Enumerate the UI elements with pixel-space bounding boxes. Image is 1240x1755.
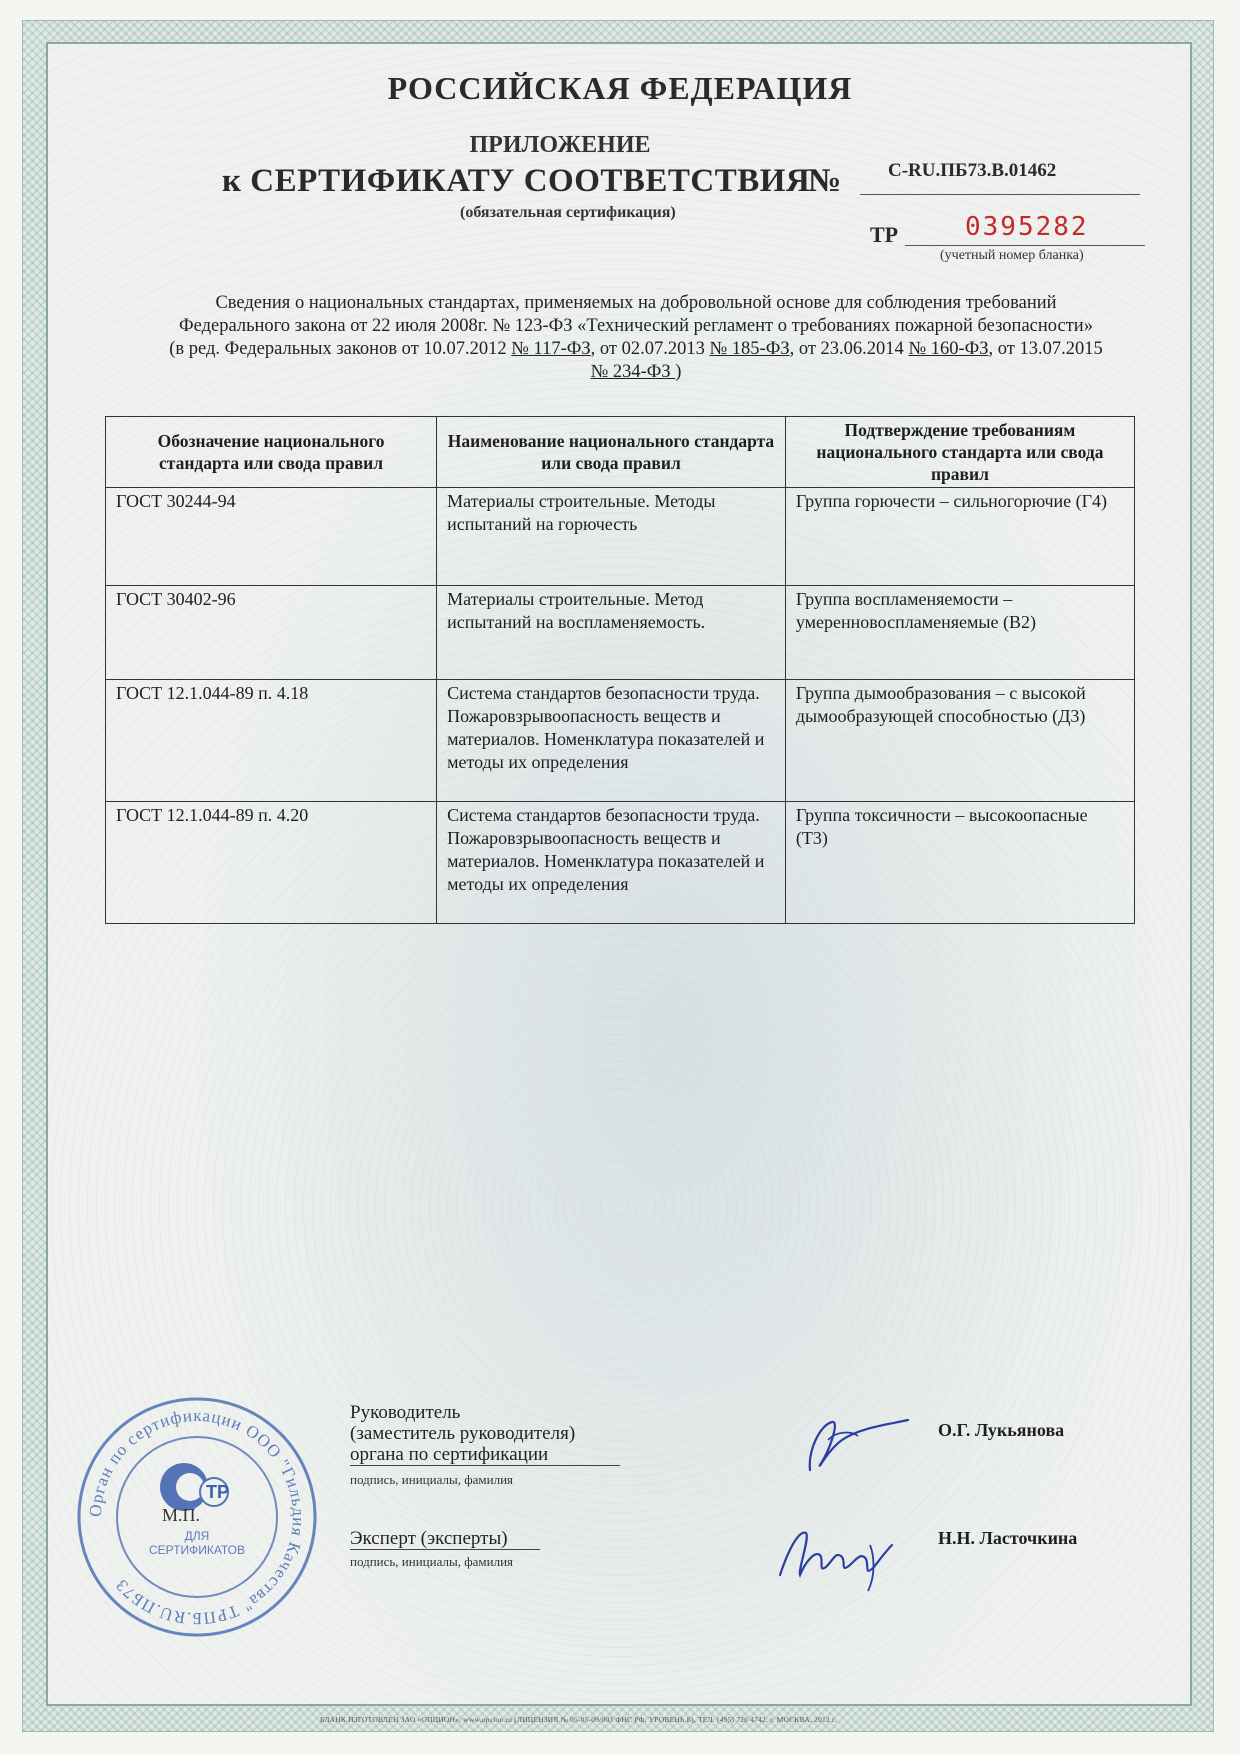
certification-type: (обязательная сертификация): [460, 204, 676, 221]
table-row: [106, 586, 1135, 680]
column-header-confirmation: Подтверждение требованиям национального стандарта или свода правил: [785, 417, 1134, 488]
number-sign: №: [808, 163, 842, 199]
cell-designation: ГОСТ 30402-96: [106, 586, 437, 680]
blank-number: 0395282: [965, 212, 1089, 242]
blank-number-caption: (учетный номер бланка): [940, 248, 1084, 263]
head-name: О.Г. Лукьянова: [938, 1420, 1065, 1440]
stamp-logo-text: ТР: [206, 1482, 230, 1502]
cell-name: Система стандартов безопасности труда. Пожаровзрывоопасность веществ и материалов. Номенклатура показателей и методы их определения: [437, 802, 786, 924]
cell-confirmation: Группа горючести – сильногорючие (Г4): [785, 488, 1134, 586]
cell-confirmation: Группа токсичности – высокоопасные (Т3): [785, 802, 1134, 924]
blank-number-underline: [905, 245, 1145, 246]
head-title: [350, 1402, 620, 1466]
law-reference: № 185-ФЗ: [709, 339, 790, 359]
certificate-number: C-RU.ПБ73.В.01462: [888, 160, 1057, 181]
head-title-line: (заместитель руководителя): [350, 1423, 576, 1444]
cell-designation: ГОСТ 30244-94: [106, 488, 437, 586]
expert-name: Н.Н. Ласточкина: [938, 1528, 1078, 1548]
table-row: [106, 488, 1135, 586]
certificate-number-underline: [860, 194, 1140, 195]
stamp-center-line2: СЕРТИФИКАТОВ: [148, 1543, 246, 1557]
cell-confirmation: Группа дымообразования – с высокой дымообразующей способностью (Д3): [785, 680, 1134, 802]
standards-table: [105, 416, 1135, 924]
expert-signature: [770, 1515, 900, 1595]
head-title-line: Руководитель: [350, 1402, 461, 1423]
intro-line: № 234-ФЗ ): [590, 362, 682, 382]
country-title: РОССИЙСКАЯ ФЕДЕРАЦИЯ: [387, 70, 853, 106]
tp-label: ТР: [870, 222, 899, 247]
column-header-designation: Обозначение национального стандарта или свода правил: [106, 417, 437, 488]
cell-name: Система стандартов безопасности труда. Пожаровзрывоопасность веществ и материалов. Номенклатура показателей и методы их определения: [437, 680, 786, 802]
cell-confirmation: Группа воспламеняемости – умеренновоспламеняемые (В2): [785, 586, 1134, 680]
cell-designation: ГОСТ 12.1.044-89 п. 4.20: [106, 802, 437, 924]
cell-designation: ГОСТ 12.1.044-89 п. 4.18: [106, 680, 437, 802]
column-header-name: Наименование национального стандарта или свода правил: [437, 417, 786, 488]
table-row: [106, 802, 1135, 924]
intro-line: (в ред. Федеральных законов от 10.07.2012 № 117-ФЗ, от 02.07.2013 № 185-ФЗ, от 23.06.2014 № 160-ФЗ, от 13.07.2015: [169, 339, 1103, 359]
table-row: [106, 680, 1135, 802]
law-reference: № 160-ФЗ: [908, 339, 989, 359]
stamp-ring-text: Орган по сертификации ООО "Гильдия Качества" ТРПБ.RU.ПБ73: [85, 1405, 309, 1629]
head-title-line: органа по сертификации: [350, 1444, 620, 1466]
expert-caption: подпись, инициалы, фамилия: [350, 1554, 514, 1569]
appendix-title: ПРИЛОЖЕНИЕ: [469, 132, 651, 158]
printer-footer: БЛАНК ИЗГОТОВЛЕН ЗАО «ОПЦИОН», www.opcion.ru (ЛИЦЕНЗИЯ № 05-05-09/003 ФНС РФ, УРОВЕНЬ Б), ТЕЛ. (495) 726 4742, г. МОСКВА, 2012 г.: [320, 1715, 837, 1724]
law-reference: № 234-ФЗ: [590, 362, 676, 382]
head-signature: [790, 1410, 920, 1485]
cell-name: Материалы строительные. Методы испытаний на горючесть: [437, 488, 786, 586]
cell-name: Материалы строительные. Метод испытаний на воспламеняемость.: [437, 586, 786, 680]
stamp-center-line1: ДЛЯ: [184, 1529, 210, 1543]
certificate-title: к СЕРТИФИКАТУ СООТВЕТСТВИЯ: [222, 163, 811, 199]
intro-paragraph: [96, 292, 1176, 384]
intro-line: Сведения о национальных стандартах, применяемых на добровольной основе для соблюдения требований: [215, 293, 1057, 313]
law-reference: № 117-ФЗ: [511, 339, 591, 359]
head-caption: подпись, инициалы, фамилия: [350, 1472, 514, 1487]
table-header-row: [106, 417, 1135, 488]
expert-title: Эксперт (эксперты): [350, 1528, 540, 1550]
intro-line: Федерального закона от 22 июля 2008г. № 123-ФЗ «Технический регламент о требованиях пожарной безопасности»: [179, 316, 1093, 336]
stamp-place-label: М.П.: [162, 1505, 201, 1525]
